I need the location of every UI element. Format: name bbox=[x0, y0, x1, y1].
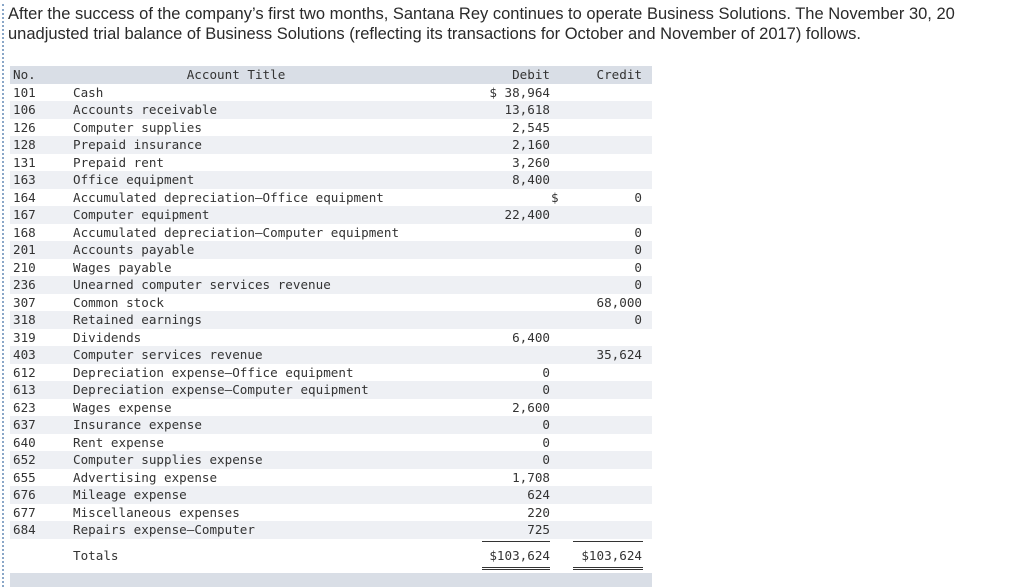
account-title: Accumulated depreciation—Computer equipment bbox=[73, 224, 400, 240]
credit-amount: 35,624 bbox=[596, 347, 642, 362]
account-number: 128 bbox=[13, 137, 36, 152]
account-number: 613 bbox=[13, 382, 36, 397]
debit-amount: 725 bbox=[527, 522, 550, 537]
table-row bbox=[10, 434, 652, 452]
account-title: Mileage expense bbox=[73, 487, 187, 502]
account-title: Dividends bbox=[73, 329, 142, 345]
account-title: Retained earnings bbox=[73, 312, 202, 327]
account-title: Advertising expense bbox=[73, 469, 218, 485]
credit-amount: 0 bbox=[634, 259, 642, 275]
debit-amount: 2,160 bbox=[512, 137, 550, 152]
header-credit: Credit bbox=[596, 67, 642, 82]
account-number: 684 bbox=[13, 522, 36, 537]
account-number: 677 bbox=[13, 504, 36, 520]
table-row bbox=[10, 136, 652, 154]
credit-amount: 68,000 bbox=[596, 294, 642, 310]
table-header-row bbox=[10, 66, 652, 84]
account-title: Office equipment bbox=[73, 172, 195, 187]
account-number: 307 bbox=[13, 294, 36, 310]
credit-total-double-rule bbox=[573, 567, 643, 570]
totals-debit: $103,624 bbox=[489, 547, 550, 563]
account-number: 640 bbox=[13, 434, 36, 450]
account-number: 201 bbox=[13, 242, 36, 257]
debit-amount: 6,400 bbox=[512, 329, 550, 345]
debit-amount: $ 38,964 bbox=[489, 84, 550, 100]
debit-amount: 0 bbox=[542, 452, 550, 467]
account-title: Repairs expense—Computer bbox=[73, 522, 255, 537]
totals-credit: $103,624 bbox=[581, 547, 642, 563]
header-debit: Debit bbox=[512, 67, 550, 82]
account-number: 319 bbox=[13, 329, 36, 345]
account-title: Wages expense bbox=[73, 399, 172, 415]
debit-amount: 3,260 bbox=[512, 154, 550, 170]
account-number: 612 bbox=[13, 364, 36, 380]
account-number: 623 bbox=[13, 399, 36, 415]
intro-line-1: After the success of the company’s first two months, Santana Rey continues to operate Business Solutions. The November 30, 20 bbox=[8, 5, 955, 23]
table-row bbox=[10, 241, 652, 259]
account-number: 163 bbox=[13, 172, 36, 187]
table-row bbox=[10, 311, 652, 329]
account-title: Computer equipment bbox=[73, 207, 210, 222]
table-row bbox=[10, 451, 652, 469]
credit-amount: 0 bbox=[634, 277, 642, 292]
account-number: 106 bbox=[13, 102, 36, 117]
account-number: 131 bbox=[13, 154, 36, 170]
account-title: Common stock bbox=[73, 294, 164, 310]
table-row bbox=[10, 329, 652, 347]
table-row bbox=[10, 469, 652, 487]
table-body bbox=[10, 84, 652, 539]
table-row bbox=[10, 171, 652, 189]
account-title: Rent expense bbox=[73, 434, 164, 450]
table-row bbox=[10, 521, 652, 539]
table-row bbox=[10, 206, 652, 224]
account-number: 652 bbox=[13, 452, 36, 467]
debit-amount: 2,600 bbox=[512, 399, 550, 415]
account-title: Computer services revenue bbox=[73, 347, 263, 362]
table-row bbox=[10, 416, 652, 434]
account-number: 168 bbox=[13, 224, 36, 240]
header-no: No. bbox=[13, 67, 36, 82]
totals-row bbox=[10, 541, 652, 570]
account-number: 403 bbox=[13, 347, 36, 362]
account-number: 101 bbox=[13, 84, 36, 100]
account-number: 210 bbox=[13, 259, 36, 275]
table-row bbox=[10, 294, 652, 312]
account-number: 637 bbox=[13, 417, 36, 432]
account-title: Wages payable bbox=[73, 259, 172, 275]
debit-amount: 0 bbox=[542, 364, 550, 380]
account-title: Prepaid insurance bbox=[73, 137, 202, 152]
table-row bbox=[10, 381, 652, 399]
account-number: 676 bbox=[13, 487, 36, 502]
intro-line-2: unadjusted trial balance of Business Solutions (reflecting its transactions for October and November of 2017) follows. bbox=[8, 25, 861, 43]
account-title: Accounts payable bbox=[73, 242, 195, 257]
account-number: 236 bbox=[13, 277, 36, 292]
table-row bbox=[10, 101, 652, 119]
dotted-margin-rule bbox=[2, 4, 4, 587]
credit-amount: $ 0 bbox=[551, 189, 642, 205]
intro-paragraph bbox=[8, 4, 1024, 44]
table-row bbox=[10, 399, 652, 417]
totals-label: Totals bbox=[73, 547, 119, 563]
account-number: 126 bbox=[13, 119, 36, 135]
account-title: Unearned computer services revenue bbox=[73, 277, 331, 292]
table-footer-bar bbox=[10, 573, 652, 587]
table-row bbox=[10, 346, 652, 364]
account-title: Miscellaneous expenses bbox=[73, 504, 240, 520]
debit-amount: 13,618 bbox=[504, 102, 550, 117]
table-row bbox=[10, 259, 652, 277]
table-row bbox=[10, 84, 652, 102]
credit-amount: 0 bbox=[634, 242, 642, 257]
account-title: Computer supplies expense bbox=[73, 452, 263, 467]
table-row bbox=[10, 504, 652, 522]
debit-total-double-rule bbox=[482, 567, 550, 570]
debit-amount: 0 bbox=[542, 417, 550, 432]
account-title: Accounts receivable bbox=[73, 102, 218, 117]
table-row bbox=[10, 119, 652, 137]
table-row bbox=[10, 364, 652, 382]
table-row bbox=[10, 276, 652, 294]
debit-amount: 624 bbox=[527, 487, 550, 502]
account-number: 164 bbox=[13, 189, 36, 205]
trial-balance-table bbox=[10, 66, 652, 570]
debit-amount: 2,545 bbox=[512, 119, 550, 135]
account-number: 167 bbox=[13, 207, 36, 222]
account-title: Prepaid rent bbox=[73, 154, 164, 170]
table-row bbox=[10, 486, 652, 504]
debit-amount: 8,400 bbox=[512, 172, 550, 187]
account-title: Depreciation expense—Computer equipment bbox=[73, 382, 369, 397]
account-title: Accumulated depreciation—Office equipment bbox=[73, 189, 384, 205]
account-number: 655 bbox=[13, 469, 36, 485]
debit-amount: 1,708 bbox=[512, 469, 550, 485]
account-title: Computer supplies bbox=[73, 119, 202, 135]
credit-amount: 0 bbox=[634, 224, 642, 240]
account-title: Cash bbox=[73, 84, 104, 100]
debit-amount: 0 bbox=[542, 434, 550, 450]
table-row bbox=[10, 189, 652, 207]
debit-amount: 220 bbox=[527, 504, 550, 520]
account-title: Insurance expense bbox=[73, 417, 202, 432]
debit-amount: 22,400 bbox=[504, 207, 550, 222]
account-number: 318 bbox=[13, 312, 36, 327]
debit-amount: 0 bbox=[542, 382, 550, 397]
header-account-title: Account Title bbox=[186, 67, 286, 82]
table-row bbox=[10, 154, 652, 172]
account-title: Depreciation expense—Office equipment bbox=[73, 364, 354, 380]
table-row bbox=[10, 224, 652, 242]
credit-amount: 0 bbox=[634, 312, 642, 327]
